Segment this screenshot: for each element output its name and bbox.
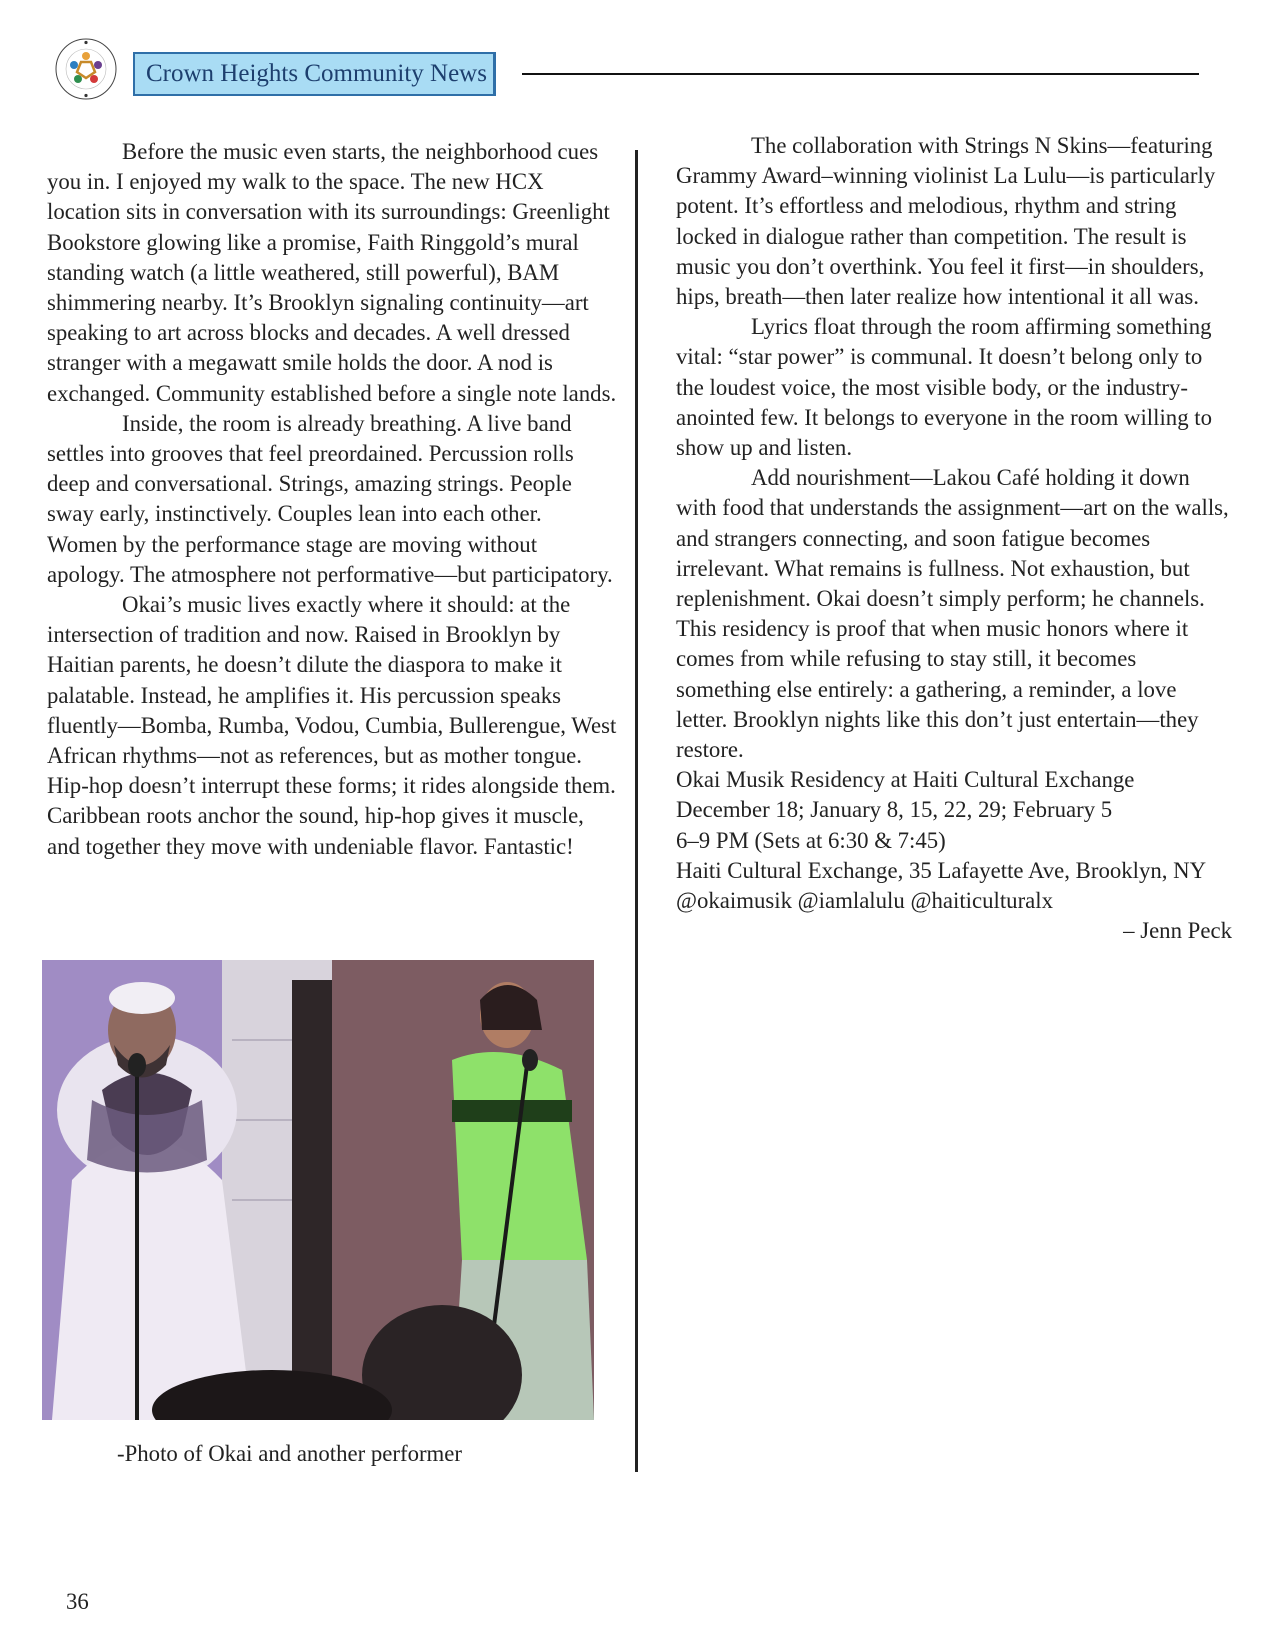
article-paragraph: Add nourishment—Lakou Café holding it down with food that understands the assignment—art on the walls, and strangers connecting, and soon fatigue becomes irrelevant. What remains is fullness. Not exhaustion, but replenishment. Okai doesn’t simply perform; he channels. This residency is proof that when music honors where it comes from while refusing to stay still, it becomes something else entirely: a gathering, a reminder, a love letter. Brooklyn nights like this don’t just entertain—they restore. [676,465,1229,763]
article-paragraph: Okai’s music lives exactly where it should: at the intersection of tradition and now. Raised in Brooklyn by Haitian parents, he doesn’t dilute the diaspora to make it palatable. Instead, he amplifies it. His percussion speaks fluently—Bomba, Rumba, Vodou, Cumbia, Bullerengue, West African rhythms—not as references, but as mother tongue. Hip-hop doesn’t interrupt these forms; it rides alongside them. Caribbean roots anchor the sound, hip-hop gives it muscle, and together they move with undeniable flavor. Fantastic! [47,592,617,859]
publication-title: Crown Heights Community News [133,52,496,96]
article-paragraph: The collaboration with Strings N Skins—featuring Grammy Award–winning violinist La Lulu—is particularly potent. It’s effortless and melodious, rhythm and string locked in dialogue rather than competition. The result is music you don’t overthink. You feel it first—in shoulders, hips, breath—then later realize how intentional it all was. [676,133,1216,310]
article-paragraph: Before the music even starts, the neighborhood cues you in. I enjoyed my walk to the space. The new HCX location sits in conversation with its surroundings: Greenlight Bookstore glowing like a promise, Faith Ringgold’s mural standing watch (a little weathered, still powerful), BAM shimmering nearby. It’s Brooklyn signaling continuity—art speaking to art across blocks and decades. A well dressed stranger with a megawatt smile holds the door. A nod is exchanged. Community established before a single note lands. [47,139,617,406]
column-divider [635,150,638,1472]
performer-photo [42,960,594,1420]
event-times: 6–9 PM (Sets at 6:30 & 7:45) [676,827,946,853]
event-title: Okai Musik Residency at Haiti Cultural Exchange [676,767,1135,793]
photo-caption: -Photo of Okai and another performer [117,1441,463,1466]
author-byline: – Jenn Peck [1123,918,1232,944]
event-dates: December 18; January 8, 15, 22, 29; February 5 [676,797,1113,823]
event-venue: Haiti Cultural Exchange, 35 Lafayette Ave, Brooklyn, NY [676,857,1207,883]
event-social-handles: @okaimusik @iamlalulu @haiticulturalx [676,888,1054,914]
article-right-column [676,131,1232,946]
header-rule [522,73,1199,75]
article-paragraph: Lyrics float through the room affirming something vital: “star power” is communal. It doesn’t belong only to the loudest voice, the most visible body, or the industry-anointed few. It belongs to everyone in the room willing to show up and listen. [676,314,1213,461]
article-paragraph: Inside, the room is already breathing. A live band settles into grooves that feel preordained. Percussion rolls deep and conversational. Strings, amazing strings. People sway early, instinctively. Couples lean into each other. Women by the performance stage are moving without apology. The atmosphere not performative—but participatory. [47,410,613,587]
page-number: 36 [66,1589,89,1614]
article-left-column [47,137,617,862]
community-organization-logo-icon [55,38,117,100]
